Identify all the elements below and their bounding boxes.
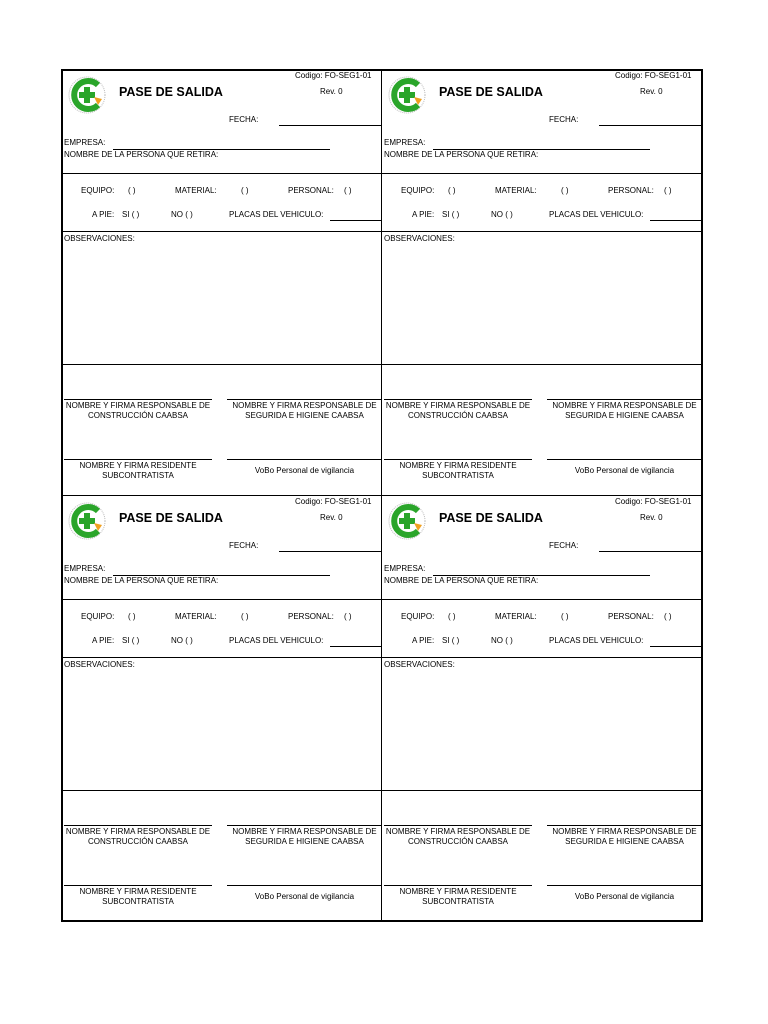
a-pie-label: A PIE: [412, 210, 435, 219]
fecha-label: FECHA: [549, 115, 579, 124]
fecha-label: FECHA: [229, 541, 259, 550]
company-logo-icon [67, 501, 107, 541]
divider [62, 599, 382, 600]
signature-line-construccion[interactable] [64, 399, 212, 400]
sig-residente-label: NOMBRE Y FIRMA RESIDENTE SUBCONTRATISTA [79, 887, 197, 906]
company-logo-icon [387, 75, 427, 115]
personal-checkbox[interactable]: ( ) [344, 612, 352, 621]
personal-label: PERSONAL: [608, 612, 654, 621]
exit-pass-form-4 [382, 496, 702, 921]
sig-residente-label: NOMBRE Y FIRMA RESIDENTE SUBCONTRATISTA [79, 461, 197, 480]
signature-line-vigilancia[interactable] [227, 459, 382, 460]
signature-line-residente[interactable] [64, 885, 212, 886]
si-checkbox[interactable]: SI ( ) [442, 210, 460, 219]
placas-label: PLACAS DEL VEHICULO: [549, 636, 644, 645]
form-revision: Rev. 0 [640, 513, 663, 522]
divider [62, 173, 382, 174]
placas-line[interactable] [650, 220, 702, 221]
placas-line[interactable] [650, 646, 702, 647]
signature-line-seguridad[interactable] [227, 825, 382, 826]
divider [382, 364, 702, 365]
sig-construccion-label: NOMBRE Y FIRMA RESPONSABLE DE CONSTRUCCIÓN CAABSA [65, 827, 211, 846]
sig-seguridad-label: NOMBRE Y FIRMA RESPONSABLE DE SEGURIDA E HIGIENE CAABSA [232, 401, 377, 420]
fecha-label: FECHA: [549, 541, 579, 550]
si-checkbox[interactable]: SI ( ) [442, 636, 460, 645]
no-checkbox[interactable]: NO ( ) [171, 210, 193, 219]
fecha-line[interactable] [599, 551, 702, 552]
signature-line-construccion[interactable] [384, 825, 532, 826]
material-label: MATERIAL: [495, 186, 537, 195]
sig-seguridad-label: NOMBRE Y FIRMA RESPONSABLE DE SEGURIDA E HIGIENE CAABSA [552, 401, 697, 420]
personal-label: PERSONAL: [608, 186, 654, 195]
no-checkbox[interactable]: NO ( ) [491, 210, 513, 219]
personal-checkbox[interactable]: ( ) [664, 612, 672, 621]
signature-line-seguridad[interactable] [227, 399, 382, 400]
signature-line-residente[interactable] [384, 885, 532, 886]
equipo-checkbox[interactable]: ( ) [448, 186, 456, 195]
exit-pass-form-1 [62, 70, 382, 495]
sig-seguridad-label: NOMBRE Y FIRMA RESPONSABLE DE SEGURIDA E HIGIENE CAABSA [232, 827, 377, 846]
sig-seguridad-label: NOMBRE Y FIRMA RESPONSABLE DE SEGURIDA E HIGIENE CAABSA [552, 827, 697, 846]
form-code: Codigo: FO-SEG1-01 [615, 497, 692, 506]
material-label: MATERIAL: [175, 186, 217, 195]
personal-checkbox[interactable]: ( ) [664, 186, 672, 195]
form-code: Codigo: FO-SEG1-01 [295, 497, 372, 506]
sig-construccion-label: NOMBRE Y FIRMA RESPONSABLE DE CONSTRUCCIÓN CAABSA [65, 401, 211, 420]
personal-checkbox[interactable]: ( ) [344, 186, 352, 195]
sig-construccion-label: NOMBRE Y FIRMA RESPONSABLE DE CONSTRUCCIÓN CAABSA [385, 827, 531, 846]
observaciones-label: OBSERVACIONES: [64, 660, 135, 669]
a-pie-label: A PIE: [412, 636, 435, 645]
form-revision: Rev. 0 [640, 87, 663, 96]
form-title: PASE DE SALIDA [439, 511, 543, 525]
observaciones-label: OBSERVACIONES: [384, 660, 455, 669]
equipo-label: EQUIPO: [81, 612, 115, 621]
equipo-checkbox[interactable]: ( ) [448, 612, 456, 621]
form-title: PASE DE SALIDA [119, 511, 223, 525]
material-label: MATERIAL: [175, 612, 217, 621]
no-checkbox[interactable]: NO ( ) [171, 636, 193, 645]
signature-line-seguridad[interactable] [547, 399, 702, 400]
sig-construccion-label: NOMBRE Y FIRMA RESPONSABLE DE CONSTRUCCIÓN CAABSA [385, 401, 531, 420]
company-logo-icon [67, 75, 107, 115]
sig-vigilancia-label: VoBo Personal de vigilancia [254, 892, 355, 901]
divider [382, 231, 702, 232]
personal-label: PERSONAL: [288, 186, 334, 195]
empresa-label: EMPRESA: [384, 138, 426, 147]
material-checkbox[interactable]: ( ) [241, 186, 249, 195]
signature-line-residente[interactable] [384, 459, 532, 460]
form-revision: Rev. 0 [320, 87, 343, 96]
placas-label: PLACAS DEL VEHICULO: [229, 210, 324, 219]
form-code: Codigo: FO-SEG1-01 [615, 71, 692, 80]
equipo-label: EQUIPO: [81, 186, 115, 195]
divider [62, 790, 382, 791]
observaciones-label: OBSERVACIONES: [64, 234, 135, 243]
fecha-label: FECHA: [229, 115, 259, 124]
divider [382, 657, 702, 658]
placas-line[interactable] [330, 646, 382, 647]
a-pie-label: A PIE: [92, 636, 115, 645]
sig-residente-label: NOMBRE Y FIRMA RESIDENTE SUBCONTRATISTA [399, 461, 517, 480]
equipo-label: EQUIPO: [401, 612, 435, 621]
divider [62, 657, 382, 658]
divider [62, 364, 382, 365]
observaciones-label: OBSERVACIONES: [384, 234, 455, 243]
material-label: MATERIAL: [495, 612, 537, 621]
form-title: PASE DE SALIDA [439, 85, 543, 99]
form-code: Codigo: FO-SEG1-01 [295, 71, 372, 80]
placas-line[interactable] [330, 220, 382, 221]
material-checkbox[interactable]: ( ) [241, 612, 249, 621]
material-checkbox[interactable]: ( ) [561, 186, 569, 195]
signature-line-seguridad[interactable] [547, 825, 702, 826]
signature-line-construccion[interactable] [64, 825, 212, 826]
equipo-checkbox[interactable]: ( ) [128, 186, 136, 195]
exit-pass-form-3 [62, 496, 382, 921]
form-revision: Rev. 0 [320, 513, 343, 522]
nombre-persona-label: NOMBRE DE LA PERSONA QUE RETIRA: [384, 576, 539, 585]
empresa-label: EMPRESA: [384, 564, 426, 573]
sig-vigilancia-label: VoBo Personal de vigilancia [254, 466, 355, 475]
signature-line-vigilancia[interactable] [227, 885, 382, 886]
a-pie-label: A PIE: [92, 210, 115, 219]
form-title: PASE DE SALIDA [119, 85, 223, 99]
placas-label: PLACAS DEL VEHICULO: [549, 210, 644, 219]
equipo-label: EQUIPO: [401, 186, 435, 195]
empresa-label: EMPRESA: [64, 138, 106, 147]
placas-label: PLACAS DEL VEHICULO: [229, 636, 324, 645]
si-checkbox[interactable]: SI ( ) [122, 210, 140, 219]
sig-vigilancia-label: VoBo Personal de vigilancia [574, 466, 675, 475]
divider [382, 599, 702, 600]
sig-residente-label: NOMBRE Y FIRMA RESIDENTE SUBCONTRATISTA [399, 887, 517, 906]
divider [382, 790, 702, 791]
divider [382, 173, 702, 174]
nombre-persona-label: NOMBRE DE LA PERSONA QUE RETIRA: [384, 150, 539, 159]
signature-line-vigilancia[interactable] [547, 885, 702, 886]
fecha-line[interactable] [279, 125, 382, 126]
signature-line-residente[interactable] [64, 459, 212, 460]
sig-vigilancia-label: VoBo Personal de vigilancia [574, 892, 675, 901]
signature-line-vigilancia[interactable] [547, 459, 702, 460]
exit-pass-form-2 [382, 70, 702, 495]
si-checkbox[interactable]: SI ( ) [122, 636, 140, 645]
equipo-checkbox[interactable]: ( ) [128, 612, 136, 621]
material-checkbox[interactable]: ( ) [561, 612, 569, 621]
company-logo-icon [387, 501, 427, 541]
fecha-line[interactable] [599, 125, 702, 126]
empresa-label: EMPRESA: [64, 564, 106, 573]
personal-label: PERSONAL: [288, 612, 334, 621]
signature-line-construccion[interactable] [384, 399, 532, 400]
nombre-persona-label: NOMBRE DE LA PERSONA QUE RETIRA: [64, 576, 219, 585]
divider [62, 231, 382, 232]
no-checkbox[interactable]: NO ( ) [491, 636, 513, 645]
fecha-line[interactable] [279, 551, 382, 552]
nombre-persona-label: NOMBRE DE LA PERSONA QUE RETIRA: [64, 150, 219, 159]
